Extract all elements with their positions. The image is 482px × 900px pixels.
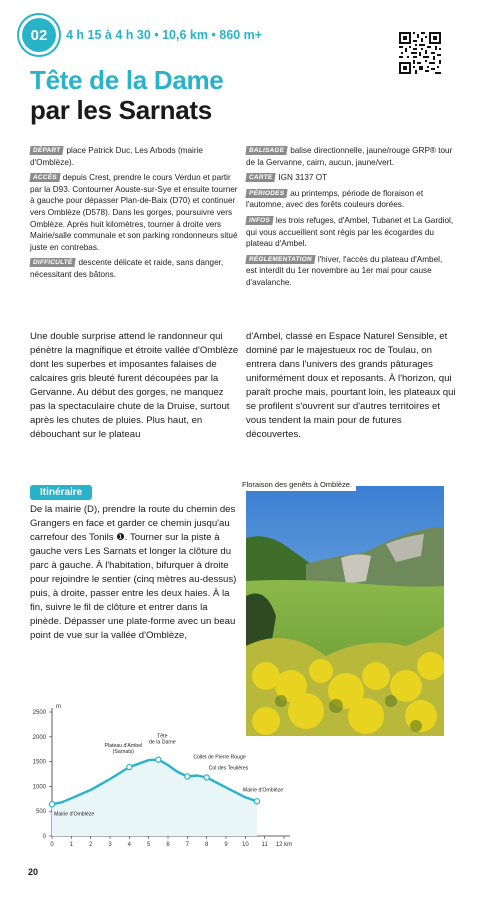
y-axis-unit: m bbox=[56, 704, 61, 710]
waypoint-label: Mairie d'Omblèze bbox=[242, 787, 284, 794]
info-depart bbox=[30, 145, 240, 168]
info-text: depuis Crest, prendre le cours Verdun et partir par la D93. Contourner Aouste-sur-Sye et ensuite tourner à gauche pour dépasser Plan-de-Baix (D70) et continuer vers Omblèze (D578). Dans les gorges, poursuivre vers Omblèze. Après huit kilomètres, tourner à droite vers Mairie/salle communale et son parking rondonneurs situé juste en contrebas. bbox=[30, 173, 238, 252]
info-periodes bbox=[246, 188, 454, 211]
x-tick-label: 5 bbox=[146, 842, 151, 848]
route-number: 02 bbox=[30, 26, 48, 44]
info-text: IGN 3137 OT bbox=[278, 173, 328, 183]
x-tick-label: 8 bbox=[204, 842, 209, 848]
y-tick-label: 2000 bbox=[32, 734, 46, 741]
info-carte bbox=[246, 172, 454, 184]
intro-right: d'Ambel, classé en Espace Naturel Sensible, et dominé par le majestueux roc de Toulau, on entrera dans l'univers des grands pâturages uniformément doux et reposants. À l'horizon, qui paraît proche mais, pourtant loin, les plateaux qui se profilent s'ouvrent sur d'autres territoires et vous tendent la main pour de futures découvertes. bbox=[246, 331, 456, 440]
info-reglementation bbox=[246, 254, 454, 289]
waypoint-label: Tête de la Dame bbox=[149, 733, 176, 746]
info-text: place Patrick Duc, Les Arbods (mairie d'Omblèze). bbox=[30, 146, 203, 167]
waypoint-label: Mairie d'Omblèze bbox=[54, 811, 95, 818]
info-difficulte bbox=[30, 257, 240, 280]
waypoint-label: Plateau d'Ambel (Sarnats) bbox=[104, 743, 143, 756]
tag-label: RÉGLEMENTATION bbox=[245, 255, 315, 264]
elevation-profile-chart bbox=[22, 700, 312, 855]
waypoint-marker bbox=[185, 774, 190, 779]
info-text: les trois refuges, d'Ambel, Tubanet et La Gardiol, qui vous accueillent sont régis par les écogardes du plateau d'Ambel. bbox=[246, 215, 454, 249]
tag-label: BALISAGE bbox=[245, 146, 287, 155]
waypoint-label: Col des Teulières bbox=[208, 765, 249, 772]
info-text: au printemps, période de floraison et l'automne, avec des forêts couleurs dorées. bbox=[246, 188, 424, 210]
tag-label: INFOS bbox=[245, 216, 273, 225]
info-text: descente délicate et raide, sans danger, nécessitant des bâtons. bbox=[30, 258, 224, 279]
x-tick-label: 7 bbox=[185, 842, 190, 848]
landscape-image bbox=[246, 486, 444, 736]
landscape-photo bbox=[246, 486, 444, 736]
tag-label: DÉPART bbox=[29, 146, 64, 155]
qr-code-icon[interactable] bbox=[398, 31, 442, 75]
info-acces bbox=[30, 172, 240, 253]
info-right-column bbox=[246, 145, 454, 293]
tag-label: CARTE bbox=[245, 173, 276, 182]
page-number: 20 bbox=[28, 867, 39, 877]
x-tick-label: 0 bbox=[50, 842, 54, 848]
itinerary-text: De la mairie (D), prendre la route du chemin des Grangers en face et garder ce chemin jusqu'au carrefour des Tonils ❶. Tourner sur la piste à gauche vers Les Sarnats et longer la clôture du parc à gauche. À l'habitation, bifurquer à droite pour rejoindre le sentier (cinq mètres au-dessus) puis, à droite, passer entre les deux haies. À la fin, suivre le fil de clôture et entrer dans la pinède. Dépasser une plate-forme avec un beau point de vue sur la vallée d'Omblèze, bbox=[30, 504, 237, 641]
route-number-badge bbox=[22, 18, 56, 52]
info-balisage bbox=[246, 145, 454, 168]
x-tick-label: 1 bbox=[69, 842, 74, 848]
info-infos bbox=[246, 215, 454, 250]
x-tick-label: 12 km bbox=[275, 842, 293, 848]
info-text: balise directionnelle, jaune/rouge GRP® tour de la Gervanne, cairn, aucun, jaune/vert. bbox=[246, 146, 453, 167]
tag-label: ACCÈS bbox=[29, 173, 60, 182]
waypoint-marker bbox=[156, 757, 161, 762]
route-meta: 4 h 15 à 4 h 30 • 10,6 km • 860 m+ bbox=[66, 28, 263, 42]
x-tick-label: 2 bbox=[88, 842, 93, 848]
info-left-column bbox=[30, 145, 240, 285]
tag-label: DIFFICULTÉ bbox=[29, 258, 76, 267]
x-tick-label: 9 bbox=[224, 842, 228, 848]
y-tick-label: 2500 bbox=[32, 710, 46, 716]
tag-label: PÉRIODES bbox=[245, 189, 287, 198]
waypoint-marker bbox=[127, 764, 132, 769]
x-tick-label: 10 bbox=[241, 842, 249, 848]
waypoint-label: Collet de Pierre Rouge bbox=[193, 754, 246, 761]
waypoint-marker bbox=[254, 799, 259, 804]
route-title-line1: Tête de la Dame bbox=[30, 65, 224, 95]
waypoint-marker bbox=[49, 802, 54, 807]
itinerary-header bbox=[30, 482, 92, 500]
y-tick-label: 1500 bbox=[32, 759, 46, 766]
waypoint-marker bbox=[204, 775, 209, 780]
x-tick-label: 11 bbox=[261, 842, 268, 848]
intro-left: Une double surprise attend le randonneur qui pénètre la magnifique et étroite vallée d'Omblèze dont les superbes et imposantes falaises de calcaires gris bleuté furent découpées par la Gervanne. Au début des gorges, ne manquez pas la spectaculaire chute de la Druise, surtout après les chutes de pluies. Plus haut, en débouchant sur le plateau bbox=[30, 331, 239, 440]
x-tick-label: 3 bbox=[108, 842, 112, 848]
y-tick-label: 1000 bbox=[32, 784, 46, 791]
y-tick-label: 0 bbox=[42, 834, 46, 840]
photo-caption: Floraison des genêts à Omblèze. bbox=[238, 478, 356, 491]
route-title-line2: par les Sarnats bbox=[30, 95, 212, 125]
x-tick-label: 6 bbox=[166, 842, 170, 848]
x-tick-label: 4 bbox=[127, 842, 132, 848]
info-text: l'hiver, l'accès du plateau d'Ambel, est interdit du 1er novembre au 1er mai pour cause d'avalanche. bbox=[246, 254, 443, 287]
y-tick-label: 500 bbox=[35, 809, 46, 816]
itinerary-label: Itinéraire bbox=[30, 485, 92, 500]
